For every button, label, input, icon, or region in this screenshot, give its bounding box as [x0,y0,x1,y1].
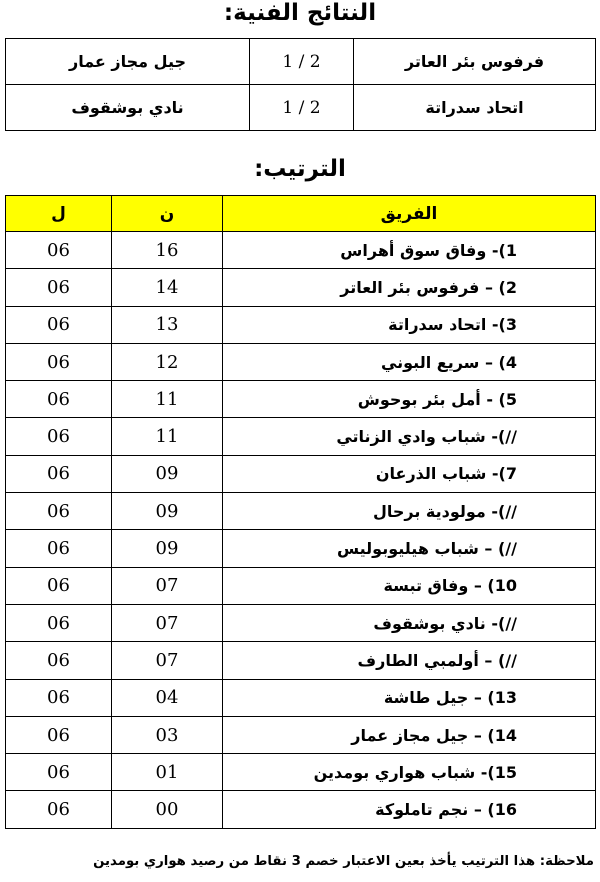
standings-row [6,381,596,418]
played-cell: 06 [6,642,112,679]
played-cell: 06 [6,493,112,530]
home-team: اتحاد سدراتة [354,85,596,131]
team-cell: 10) – وفاق تبسة [223,567,596,604]
points-cell: 09 [112,530,223,567]
played-cell: 06 [6,604,112,641]
away-team: نادي بوشقوف [6,85,250,131]
points-cell: 11 [112,418,223,455]
points-cell: 14 [112,269,223,306]
team-cell: //) – شباب هيليوبوليس [223,530,596,567]
standings-row [6,343,596,380]
away-team: جيل مجاز عمار [6,39,250,85]
points-cell: 07 [112,642,223,679]
played-cell: 06 [6,269,112,306]
standings-row [6,679,596,716]
standings-row [6,455,596,492]
match-score: 1 / 2 [250,39,354,85]
home-team: فرفوس بئر العاتر [354,39,596,85]
team-cell: //)- نادي بوشقوف [223,604,596,641]
team-cell: 7)- شباب الذرعان [223,455,596,492]
standings-row [6,642,596,679]
points-cell: 16 [112,232,223,269]
match-score: 1 / 2 [250,85,354,131]
standings-row [6,530,596,567]
standings-title: الترتيب: [254,156,346,182]
played-cell: 06 [6,381,112,418]
played-cell: 06 [6,567,112,604]
points-cell: 11 [112,381,223,418]
played-cell: 06 [6,232,112,269]
points-cell: 01 [112,754,223,791]
played-cell: 06 [6,716,112,753]
played-cell: 06 [6,754,112,791]
standings-table [5,195,596,829]
standings-row [6,567,596,604]
team-cell: 3)- اتحاد سدراتة [223,306,596,343]
standings-row [6,493,596,530]
points-cell: 03 [112,716,223,753]
standings-row [6,306,596,343]
standings-row [6,716,596,753]
team-cell: //)- شباب وادي الزناتي [223,418,596,455]
points-cell: 09 [112,493,223,530]
team-cell: 16) – نجم تاملوكة [223,791,596,828]
points-cell: 00 [112,791,223,828]
points-cell: 09 [112,455,223,492]
team-cell: 13) – جيل طاشة [223,679,596,716]
standings-header-row [6,196,596,232]
played-cell: 06 [6,306,112,343]
team-cell: //) – أولمبي الطارف [223,642,596,679]
standings-row [6,232,596,269]
points-cell: 12 [112,343,223,380]
team-header: الفريق [223,196,596,232]
points-cell: 13 [112,306,223,343]
played-cell: 06 [6,791,112,828]
standings-row [6,754,596,791]
points-cell: 07 [112,604,223,641]
points-cell: 07 [112,567,223,604]
team-cell: 5) - أمل بئر بوحوش [223,381,596,418]
results-table [5,38,596,131]
team-cell: //)- مولودية برحال [223,493,596,530]
played-cell: 06 [6,530,112,567]
results-title: النتائج الفنية: [223,0,377,26]
result-row [6,85,596,131]
team-cell: 14) – جيل مجاز عمار [223,716,596,753]
standings-row [6,418,596,455]
result-row [6,39,596,85]
team-cell: 1)- وفاق سوق أهراس [223,232,596,269]
points-cell: 04 [112,679,223,716]
team-cell: 15)- شباب هواري بومدين [223,754,596,791]
played-cell: 06 [6,679,112,716]
points-header: ن [112,196,223,232]
standings-row [6,269,596,306]
team-cell: 4) – سريع البوني [223,343,596,380]
played-cell: 06 [6,343,112,380]
standings-row [6,791,596,828]
played-header: ل [6,196,112,232]
played-cell: 06 [6,418,112,455]
standings-row [6,604,596,641]
played-cell: 06 [6,455,112,492]
team-cell: 2) – فرفوس بئر العاتر [223,269,596,306]
standings-note: ملاحظة: هذا الترتيب يأخذ بعين الاعتبار خصم 3 نقاط من رصيد هواري بومدين [93,854,594,869]
